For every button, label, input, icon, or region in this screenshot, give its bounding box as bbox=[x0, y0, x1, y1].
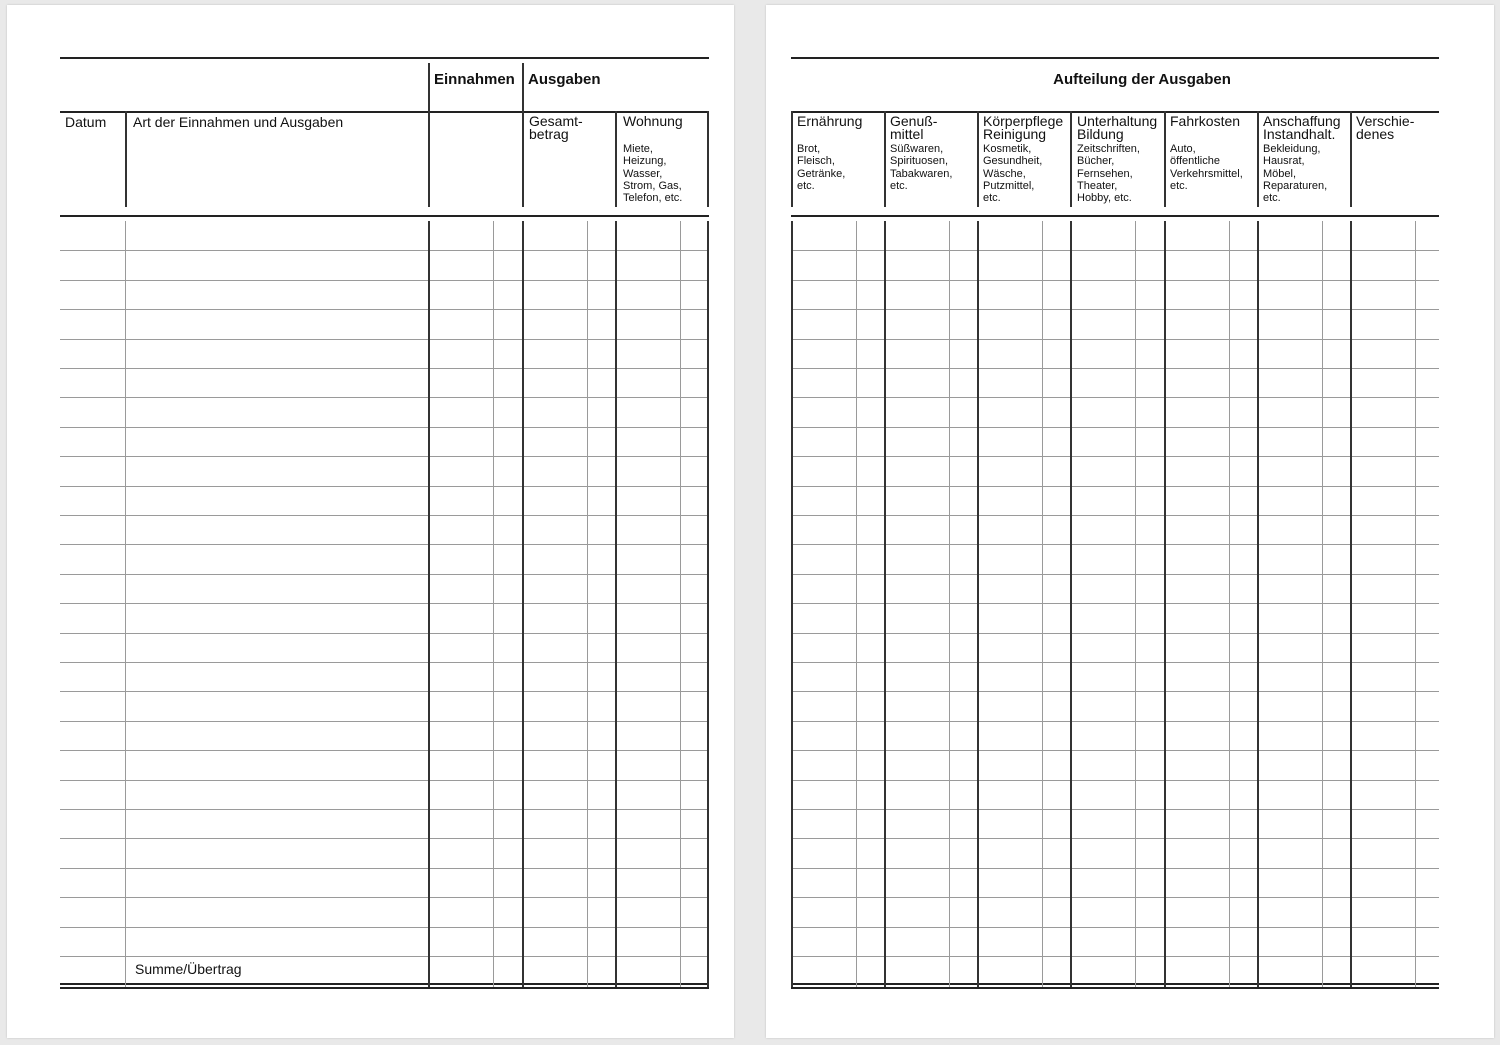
column-divider bbox=[884, 221, 886, 987]
cents-divider bbox=[680, 221, 681, 987]
header-column-divider bbox=[1350, 111, 1352, 207]
sum-carryover-label: Summe/Übertrag bbox=[135, 961, 242, 977]
category-header-purchases: Anschaffung Instandhalt. bbox=[1263, 113, 1341, 142]
cents-divider bbox=[856, 221, 857, 987]
row-rule bbox=[791, 280, 1439, 281]
sum-row-rule bbox=[60, 983, 709, 985]
row-rule bbox=[60, 603, 709, 604]
housing-column-subtext: Miete, Heizung, Wasser, Strom, Gas, Telefon, etc. bbox=[623, 143, 683, 205]
row-rule bbox=[60, 486, 709, 487]
column-divider bbox=[791, 221, 793, 987]
row-rule bbox=[60, 280, 709, 281]
row-rule bbox=[60, 721, 709, 722]
column-divider bbox=[1164, 221, 1166, 987]
header-column-divider bbox=[1164, 111, 1166, 207]
row-rule bbox=[791, 397, 1439, 398]
row-rule bbox=[791, 780, 1439, 781]
header-column-divider bbox=[707, 111, 709, 207]
header-column-divider bbox=[522, 63, 524, 207]
row-rule bbox=[60, 809, 709, 810]
category-header-miscellaneous: Verschie- denes bbox=[1356, 113, 1415, 142]
row-rule bbox=[791, 427, 1439, 428]
category-header-luxury-goods: Genuß- mittel bbox=[890, 113, 938, 142]
row-rule bbox=[791, 309, 1439, 310]
column-divider bbox=[1257, 221, 1259, 987]
row-rule bbox=[60, 574, 709, 575]
row-rule bbox=[791, 838, 1439, 839]
row-rule bbox=[60, 838, 709, 839]
column-divider bbox=[977, 221, 979, 987]
header-bottom-rule bbox=[60, 215, 709, 217]
column-divider bbox=[615, 221, 617, 987]
row-rule bbox=[791, 633, 1439, 634]
cents-divider bbox=[1135, 221, 1136, 987]
row-rule bbox=[60, 750, 709, 751]
income-group-header: Einnahmen bbox=[434, 71, 515, 88]
category-header-transport: Fahrkosten bbox=[1170, 113, 1241, 129]
column-divider bbox=[428, 221, 430, 987]
row-rule bbox=[60, 544, 709, 545]
cents-divider bbox=[587, 221, 588, 987]
housing-column-header: Wohnung bbox=[623, 113, 683, 129]
top-rule bbox=[60, 57, 709, 59]
row-rule bbox=[60, 368, 709, 369]
bottom-rule bbox=[791, 987, 1439, 989]
row-rule bbox=[791, 809, 1439, 810]
header-column-divider bbox=[1070, 111, 1072, 207]
row-rule bbox=[791, 956, 1439, 957]
row-rule bbox=[60, 780, 709, 781]
row-rule bbox=[791, 897, 1439, 898]
header-column-divider bbox=[977, 111, 979, 207]
header-bottom-rule bbox=[791, 215, 1439, 217]
row-rule bbox=[60, 515, 709, 516]
row-rule bbox=[60, 456, 709, 457]
expenses-group-header: Ausgaben bbox=[528, 71, 601, 88]
header-column-divider bbox=[125, 111, 127, 207]
total-column-header: Gesamt- betrag bbox=[529, 113, 583, 142]
row-rule bbox=[60, 662, 709, 663]
column-divider bbox=[1070, 221, 1072, 987]
row-rule bbox=[791, 750, 1439, 751]
row-rule bbox=[60, 250, 709, 251]
row-rule bbox=[60, 427, 709, 428]
header-column-divider bbox=[615, 111, 617, 207]
sum-row-rule bbox=[791, 983, 1439, 985]
date-column-header: Datum bbox=[65, 114, 107, 130]
column-divider bbox=[707, 221, 709, 987]
row-rule bbox=[791, 456, 1439, 457]
category-subtext-food: Brot, Fleisch, Getränke, etc. bbox=[797, 143, 846, 192]
description-column-header: Art der Einnahmen und Ausgaben bbox=[133, 114, 344, 130]
header-rule bbox=[60, 111, 709, 113]
category-subtext-personal-care: Kosmetik, Gesundheit, Wäsche, Putzmittel, etc. bbox=[983, 143, 1043, 205]
row-rule bbox=[60, 691, 709, 692]
category-subtext-transport: Auto, öffentliche Verkehrsmittel, etc. bbox=[1170, 143, 1243, 192]
cents-divider bbox=[1042, 221, 1043, 987]
row-rule bbox=[791, 868, 1439, 869]
row-rule bbox=[60, 897, 709, 898]
row-rule bbox=[791, 515, 1439, 516]
row-rule bbox=[791, 691, 1439, 692]
row-rule bbox=[60, 927, 709, 928]
category-subtext-luxury-goods: Süßwaren, Spirituosen, Tabakwaren, etc. bbox=[890, 143, 953, 192]
row-rule bbox=[791, 603, 1439, 604]
header-column-divider bbox=[884, 111, 886, 207]
row-rule bbox=[60, 956, 709, 957]
row-rule bbox=[791, 544, 1439, 545]
row-rule bbox=[791, 721, 1439, 722]
left-ledger-page bbox=[7, 5, 734, 1038]
row-rule bbox=[60, 397, 709, 398]
cents-divider bbox=[949, 221, 950, 987]
row-rule bbox=[791, 368, 1439, 369]
category-header-food: Ernährung bbox=[797, 113, 863, 129]
row-rule bbox=[791, 662, 1439, 663]
bottom-rule bbox=[60, 987, 709, 989]
column-divider bbox=[522, 221, 524, 987]
cents-divider bbox=[1229, 221, 1230, 987]
cents-divider bbox=[493, 221, 494, 987]
cents-divider bbox=[1322, 221, 1323, 987]
column-divider bbox=[1350, 221, 1352, 987]
header-column-divider bbox=[791, 111, 793, 207]
row-rule bbox=[60, 633, 709, 634]
right-ledger-page bbox=[766, 5, 1494, 1038]
row-rule bbox=[791, 574, 1439, 575]
row-rule bbox=[60, 339, 709, 340]
header-column-divider bbox=[428, 63, 430, 207]
cents-divider bbox=[1415, 221, 1416, 987]
row-rule bbox=[60, 309, 709, 310]
header-column-divider bbox=[1257, 111, 1259, 207]
row-rule bbox=[791, 486, 1439, 487]
category-header-personal-care: Körperpflege Reinigung bbox=[983, 113, 1064, 142]
row-rule bbox=[791, 927, 1439, 928]
category-header-entertainment: Unterhaltung Bildung bbox=[1077, 113, 1158, 142]
top-rule bbox=[791, 57, 1439, 59]
column-divider-light bbox=[125, 221, 126, 987]
category-subtext-purchases: Bekleidung, Hausrat, Möbel, Reparaturen, etc. bbox=[1263, 143, 1328, 205]
row-rule bbox=[60, 868, 709, 869]
row-rule bbox=[791, 339, 1439, 340]
row-rule bbox=[791, 250, 1439, 251]
category-subtext-entertainment: Zeitschriften, Bücher, Fernsehen, Theater, Hobby, etc. bbox=[1077, 143, 1140, 205]
expense-breakdown-title: Aufteilung der Ausgaben bbox=[1053, 71, 1231, 88]
